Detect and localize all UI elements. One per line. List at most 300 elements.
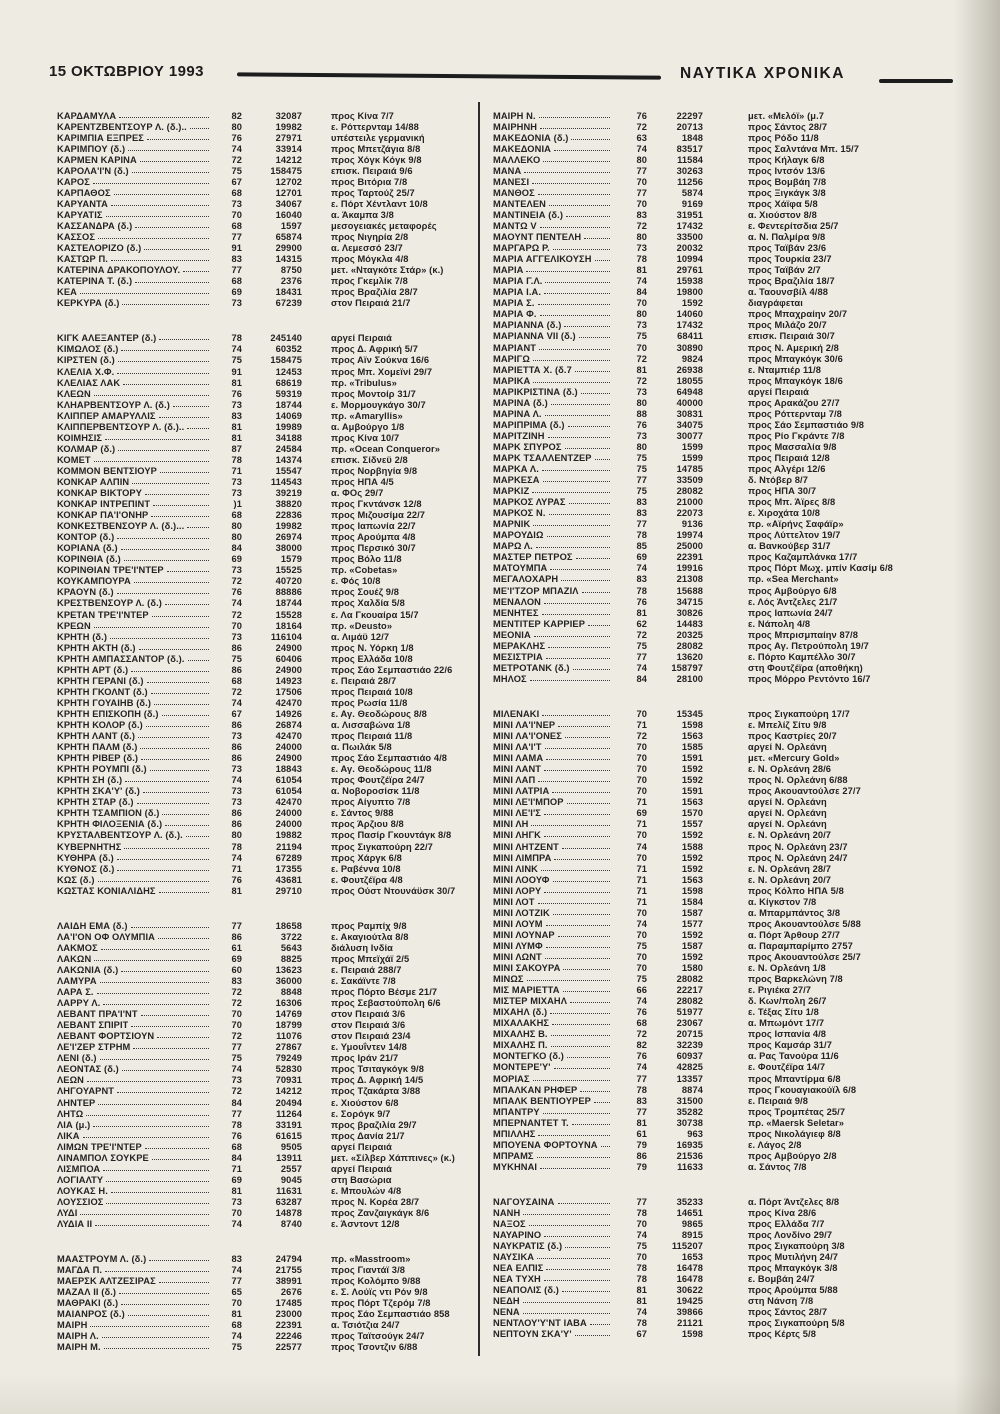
status-note: ε. Μορμουγκάγο 30/7 bbox=[331, 399, 426, 410]
ship-name: ΚΡΗΤΗ (δ.) bbox=[57, 631, 108, 642]
year-value: 76 bbox=[636, 1007, 647, 1018]
registry-row bbox=[493, 1230, 955, 1241]
registry-row bbox=[493, 673, 955, 684]
leader-dots bbox=[549, 514, 610, 515]
registry-row bbox=[57, 664, 472, 675]
tonnage-value: 34188 bbox=[275, 432, 302, 443]
year-value: 80 bbox=[636, 309, 647, 320]
leader-dots bbox=[146, 726, 209, 727]
tonnage-value: 24584 bbox=[275, 443, 302, 454]
registry-row bbox=[57, 377, 472, 388]
status-note: προς Κολόμπο 9/88 bbox=[331, 1276, 421, 1287]
ship-name: ΚΡΗΤΗ ΤΣΑΜΠΙΟΝ (δ.) bbox=[57, 808, 160, 819]
tonnage-value: 22217 bbox=[676, 985, 703, 996]
registry-row bbox=[493, 852, 955, 863]
ship-name: ΚΑΡΔΑΜΥΛΑ bbox=[57, 110, 117, 121]
registry-row bbox=[493, 198, 955, 209]
ship-name: ΛΙΚΑ bbox=[57, 1130, 80, 1141]
status-note: προς Κίνα 7/7 bbox=[331, 110, 394, 121]
registry-row bbox=[493, 1139, 955, 1150]
ship-name: ΛΑΚΩΝ bbox=[57, 953, 92, 964]
registry-row bbox=[57, 1097, 472, 1108]
ship-name: ΝΕΠΤΟΥΝ ΣΚΑ'Υ' bbox=[493, 1329, 572, 1340]
registry-row bbox=[57, 863, 472, 874]
status-note: α. ΦΟς 29/7 bbox=[331, 488, 384, 499]
year-value: 81 bbox=[231, 1309, 242, 1320]
ship-name: ΜΑΡΚ ΣΠΥΡΟΣ bbox=[493, 441, 562, 452]
leader-dots bbox=[98, 881, 209, 882]
leader-dots bbox=[125, 781, 209, 782]
ship-name: ΜΥΚΗΝΑΙ bbox=[493, 1161, 538, 1172]
year-value: 67 bbox=[231, 708, 242, 719]
status-note: ε. Ακαγιούτλα 8/8 bbox=[331, 931, 409, 942]
ship-name: ΛΕ'Ι'ΖΕΡ ΣΤΡΗΜ bbox=[57, 1042, 131, 1053]
status-note: προς Τζακάρτα 3/88 bbox=[331, 1086, 421, 1097]
leader-dots bbox=[162, 814, 209, 815]
year-value: 86 bbox=[231, 742, 242, 753]
ship-name: ΜΕ'Ι'ΤΖΟΡ ΜΠΑΖΙΛ bbox=[493, 585, 579, 596]
year-value: 86 bbox=[231, 753, 242, 764]
year-value: 87 bbox=[231, 443, 242, 454]
ship-name: ΚΛΙΠΠΕΡΒΕΝΤΣΟΥΡ Λ. (δ.).. bbox=[57, 421, 185, 432]
year-value: 66 bbox=[636, 985, 647, 996]
registry-row bbox=[493, 452, 955, 463]
registry-row bbox=[493, 209, 955, 220]
status-note: πρ. «Masstroom» bbox=[331, 1254, 411, 1265]
tonnage-value: 60406 bbox=[275, 653, 302, 664]
year-value: 70 bbox=[636, 708, 647, 719]
tonnage-value: 30263 bbox=[676, 165, 703, 176]
ship-name: ΛΙΜΩΝ ΤΡΕ'Ι'ΝΤΕΡ bbox=[57, 1141, 142, 1152]
registry-row bbox=[57, 874, 472, 885]
leader-dots bbox=[544, 814, 610, 815]
status-note: αργεί Πειραιά bbox=[331, 333, 392, 344]
tonnage-value: 1592 bbox=[681, 298, 703, 309]
ship-name: ΛΥΔΙ bbox=[57, 1207, 78, 1218]
ship-name: ΜΑΡΙΤΖΙΝΗ bbox=[493, 430, 545, 441]
registry-row bbox=[57, 1009, 472, 1020]
tonnage-value: 1570 bbox=[681, 808, 703, 819]
tonnage-value: 16306 bbox=[275, 998, 302, 1009]
tonnage-value: 17485 bbox=[275, 1298, 302, 1309]
leader-dots bbox=[544, 770, 610, 771]
year-value: 86 bbox=[231, 808, 242, 819]
leader-dots bbox=[573, 669, 610, 670]
leader-dots bbox=[151, 516, 209, 517]
status-note: πρ. «Tribulus» bbox=[331, 377, 397, 388]
year-value: 83 bbox=[636, 497, 647, 508]
leader-dots bbox=[563, 991, 610, 992]
leader-dots bbox=[165, 604, 209, 605]
year-value: 78 bbox=[636, 530, 647, 541]
registry-row bbox=[57, 276, 472, 287]
year-value: 81 bbox=[636, 1117, 647, 1128]
leader-dots bbox=[538, 903, 610, 904]
ship-name: ΜΑΣΤΕΡ ΠΕΤΡΟΣ bbox=[493, 552, 573, 563]
leader-dots bbox=[111, 1192, 209, 1193]
ship-name: ΜΑΙΡΗΝΗ bbox=[493, 121, 538, 132]
year-value: 81 bbox=[231, 421, 242, 432]
status-note: προς Καμσάρ 31/7 bbox=[748, 1040, 832, 1051]
ship-name: ΚΕΡΚΥΡΑ (δ.) bbox=[57, 298, 120, 309]
tonnage-value: 32087 bbox=[275, 110, 302, 121]
year-value: 77 bbox=[231, 1042, 242, 1053]
status-note: α. Λισσαβώνα 1/8 bbox=[331, 720, 411, 730]
registry-row bbox=[493, 841, 955, 852]
year-value: 82 bbox=[636, 1040, 647, 1051]
ship-name: ΚΡΗΤΗ ΓΕΡΑΝΙ (δ.) bbox=[57, 675, 144, 686]
year-value: 74 bbox=[636, 996, 647, 1007]
leader-dots bbox=[97, 993, 209, 994]
registry-row bbox=[493, 907, 955, 918]
status-note: προς ΗΠΑ 30/7 bbox=[748, 486, 817, 497]
tonnage-value: 19989 bbox=[275, 421, 302, 432]
leader-dots bbox=[103, 1004, 209, 1005]
status-note: προς Μιζουσίμα 22/7 bbox=[331, 510, 426, 521]
tonnage-value: 22073 bbox=[676, 508, 703, 519]
status-note: ε. Σακάϊντε 7/8 bbox=[331, 975, 396, 986]
leader-dots bbox=[538, 1135, 610, 1136]
masthead-rule-short bbox=[879, 79, 953, 83]
status-note: μετ. «Νταγκότε Στάρ» (κ.) bbox=[331, 265, 444, 276]
ship-name: ΝΕΑΠΟΛΙΣ (δ.) bbox=[493, 1285, 559, 1296]
ship-name: ΛΟΥΣΣΙΟΣ bbox=[57, 1196, 104, 1207]
leader-dots bbox=[527, 980, 610, 981]
ship-name: ΜΑΝΤΩ V bbox=[493, 220, 537, 231]
registry-row bbox=[57, 731, 472, 742]
registry-row bbox=[493, 996, 955, 1007]
ship-name: ΜΑΙΡΗ Μ. bbox=[57, 1342, 101, 1353]
tonnage-value: 245140 bbox=[270, 333, 302, 344]
registry-row bbox=[493, 1062, 955, 1073]
tonnage-value: 15345 bbox=[676, 708, 703, 719]
tonnage-value: 18164 bbox=[275, 620, 302, 631]
registry-row bbox=[493, 1263, 955, 1274]
registry-row bbox=[57, 819, 472, 830]
year-value: 81 bbox=[636, 1296, 647, 1307]
ship-name: ΚΡΗΤΗ ΠΑΛΜ (δ.) bbox=[57, 742, 138, 753]
leader-dots bbox=[553, 249, 610, 250]
registry-row bbox=[493, 629, 955, 640]
leader-dots bbox=[540, 128, 610, 129]
tonnage-value: 43681 bbox=[275, 874, 302, 885]
tonnage-value: 32239 bbox=[676, 1040, 703, 1051]
status-note: προς Δ. Αφρική 14/5 bbox=[331, 1075, 424, 1086]
ship-name: ΚΥΘΝΟΣ (δ.) bbox=[57, 863, 115, 874]
leader-dots bbox=[152, 1159, 209, 1160]
tonnage-value: 1585 bbox=[681, 742, 703, 753]
year-value: 84 bbox=[231, 543, 242, 554]
leader-dots bbox=[141, 759, 209, 760]
status-note: προς Νορβηγία 9/8 bbox=[331, 465, 418, 476]
status-note: πρ. «Cobetas» bbox=[331, 565, 398, 576]
registry-row bbox=[493, 896, 955, 907]
ship-name: ΚΑΤΕΡΙΝΑ ΔΡΑΚΟΠΟΥΛΟΥ. bbox=[57, 265, 181, 276]
status-note: ε. Μπελίζ Σίτυ 9/8 bbox=[748, 720, 827, 730]
leader-dots bbox=[563, 969, 610, 970]
registry-row bbox=[57, 1064, 472, 1075]
tonnage-value: 1588 bbox=[681, 841, 703, 852]
year-value: 74 bbox=[231, 344, 242, 355]
leader-dots bbox=[104, 1348, 209, 1349]
registry-row bbox=[493, 985, 955, 996]
status-note: προς Πόρτ Τζερόμ 7/8 bbox=[331, 1298, 431, 1309]
year-value: 70 bbox=[636, 198, 647, 209]
registry-row bbox=[57, 1086, 472, 1097]
year-value: 73 bbox=[231, 797, 242, 808]
registry-row bbox=[493, 397, 955, 408]
tonnage-value: 8825 bbox=[280, 953, 302, 964]
ship-name: ΜΠΑΝΤΡΥ bbox=[493, 1106, 540, 1117]
leader-dots bbox=[533, 360, 610, 361]
ship-name: ΚΛΙΠΠΕΡ ΑΜΑΡΥΛΛΙΣ bbox=[57, 410, 156, 421]
registry-row bbox=[493, 940, 955, 951]
year-value: 82 bbox=[231, 110, 242, 121]
year-value: 74 bbox=[231, 598, 242, 609]
leader-dots bbox=[187, 527, 209, 528]
year-value: 75 bbox=[636, 974, 647, 985]
status-note: προς Ν. Ορλεάνη 23/7 bbox=[748, 841, 848, 852]
status-note: προς Άρζιου 8/8 bbox=[331, 819, 404, 830]
status-note: στη Βασώρια bbox=[331, 1174, 392, 1185]
ship-name: ΜΙΝΙ ΛΕ'Ι'Σ bbox=[493, 808, 541, 819]
year-value: 70 bbox=[636, 753, 647, 764]
leader-dots bbox=[532, 492, 610, 493]
tonnage-value: 38000 bbox=[275, 543, 302, 554]
year-value: 72 bbox=[231, 998, 242, 1009]
leader-dots bbox=[83, 1137, 209, 1138]
year-value: 76 bbox=[636, 596, 647, 607]
tonnage-value: 158797 bbox=[671, 662, 703, 673]
registry-row bbox=[493, 764, 955, 775]
tonnage-value: 28082 bbox=[676, 486, 703, 497]
leader-dots bbox=[548, 437, 610, 438]
tonnage-value: 1848 bbox=[681, 132, 703, 143]
status-note: προς Ν. Υόρκη 1/8 bbox=[331, 642, 414, 653]
tonnage-value: 12702 bbox=[275, 176, 302, 187]
tonnage-value: 5643 bbox=[280, 942, 302, 953]
tonnage-value: 17432 bbox=[676, 320, 703, 331]
leader-dots bbox=[117, 593, 209, 594]
registry-row bbox=[57, 1119, 472, 1130]
ship-name: ΚΟΜΕΤ bbox=[57, 454, 91, 465]
leader-dots bbox=[601, 1146, 610, 1147]
ship-name: ΚΟΡΙΑΝΑ (δ.) bbox=[57, 543, 118, 554]
leader-dots bbox=[118, 450, 209, 451]
ship-name: ΜΑΑΣΤΡΟΥΜ Λ. (δ.) bbox=[57, 1254, 147, 1265]
status-note: προς Χαλδία 5/8 bbox=[331, 598, 405, 609]
registry-row bbox=[57, 587, 472, 598]
status-note: προς Βόλο 11/8 bbox=[331, 554, 402, 565]
leader-dots bbox=[543, 1113, 610, 1114]
leader-dots bbox=[595, 260, 610, 261]
ship-name: ΚΡΗΤΗ ΦΙΛΟΞΕΝΙΑ (δ.) bbox=[57, 819, 163, 830]
ship-name: ΜΑΡΩ Λ. bbox=[493, 541, 533, 552]
year-value: 70 bbox=[636, 951, 647, 962]
year-value: 68 bbox=[231, 1141, 242, 1152]
year-value: 74 bbox=[636, 1230, 647, 1241]
leader-dots bbox=[159, 339, 209, 340]
leader-dots bbox=[551, 1046, 610, 1047]
status-note: α. Κίγκστον 7/8 bbox=[748, 896, 817, 907]
ship-name: ΛΑΡΡΥ Λ. bbox=[57, 998, 101, 1009]
ship-name: ΜΗΛΟΣ bbox=[493, 673, 527, 684]
registry-row bbox=[57, 1075, 472, 1086]
registry-row bbox=[493, 165, 955, 176]
tonnage-value: 8915 bbox=[681, 1230, 703, 1241]
status-note: υπέστειλε γερμανική bbox=[331, 132, 425, 143]
year-value: 81 bbox=[231, 377, 242, 388]
leader-dots bbox=[121, 549, 209, 550]
tonnage-value: 14926 bbox=[275, 708, 302, 719]
tonnage-value: 22391 bbox=[275, 1320, 302, 1331]
tonnage-value: 16478 bbox=[676, 1274, 703, 1285]
tonnage-value: 30831 bbox=[676, 408, 703, 419]
ship-name: ΜΕΤΡΟΤΑΝΚ (δ.) bbox=[493, 662, 570, 673]
status-note: πρ. «Deusto» bbox=[331, 620, 393, 631]
leader-dots bbox=[159, 892, 209, 893]
year-value: 73 bbox=[636, 320, 647, 331]
tonnage-value: 23067 bbox=[676, 1018, 703, 1029]
tonnage-value: 33914 bbox=[275, 143, 302, 154]
ship-name: ΛΑΙΔΗ ΕΜΑ (δ.) bbox=[57, 920, 128, 931]
year-value: 73 bbox=[231, 298, 242, 309]
leader-dots bbox=[154, 704, 209, 705]
ship-name: ΜΠΙΛΛΗΣ bbox=[493, 1128, 536, 1139]
registry-row bbox=[493, 154, 955, 165]
leader-dots bbox=[533, 382, 610, 383]
ship-name: ΚΡΗΤΗ ΚΟΛΟΡ (δ.) bbox=[57, 720, 143, 730]
year-value: 74 bbox=[231, 1331, 242, 1342]
tonnage-value: 11633 bbox=[677, 1161, 703, 1172]
leader-dots bbox=[147, 682, 209, 683]
status-note: α. Ρας Τανούρα 11/6 bbox=[748, 1051, 839, 1062]
leader-dots bbox=[128, 1315, 209, 1316]
leader-dots bbox=[87, 1081, 209, 1082]
registry-row bbox=[493, 1095, 955, 1106]
ship-name: ΜΙΧΑΛΑΚΗΣ bbox=[493, 1018, 550, 1029]
leader-dots bbox=[80, 293, 209, 294]
registry-row bbox=[493, 1241, 955, 1252]
year-value: 91 bbox=[231, 366, 242, 377]
status-note: προς Ρωσία 11/8 bbox=[331, 697, 408, 708]
registry-row bbox=[493, 563, 955, 574]
status-note: προς Μπαχραίην 20/7 bbox=[748, 309, 848, 320]
ship-name: ΚΟΜΜΟΝ ΒΕΝΤΣΙΟΥΡ bbox=[57, 465, 157, 476]
year-value: 70 bbox=[636, 929, 647, 940]
tonnage-value: 39219 bbox=[275, 488, 302, 499]
leader-dots bbox=[533, 525, 610, 526]
tonnage-value: 9824 bbox=[681, 353, 703, 364]
ship-name: ΜΙΝΙ ΛΑΜΑ bbox=[493, 753, 544, 764]
tonnage-value: 28100 bbox=[676, 673, 703, 684]
status-note: μετ. «Μελόϊ» (μ.7 bbox=[748, 110, 825, 121]
registry-row bbox=[493, 585, 955, 596]
year-value: 77 bbox=[636, 651, 647, 662]
ship-name: ΜΑΝΤΙΝΕΙΑ (δ.) bbox=[493, 209, 564, 220]
status-note: προς Μπ. Άϊρες 8/8 bbox=[748, 497, 836, 508]
tonnage-value: 1591 bbox=[681, 753, 703, 764]
leader-dots bbox=[162, 715, 209, 716]
year-value: 73 bbox=[231, 476, 242, 487]
registry-row bbox=[57, 1174, 472, 1185]
status-note: ε. Λάγος 2/8 bbox=[748, 1139, 802, 1150]
tonnage-value: 18431 bbox=[275, 287, 302, 298]
tonnage-value: 21121 bbox=[677, 1318, 703, 1329]
year-value: 73 bbox=[231, 399, 242, 410]
status-note: δ. Ντόβερ 8/7 bbox=[748, 475, 808, 486]
leader-dots bbox=[547, 536, 610, 537]
tonnage-value: 33191 bbox=[275, 1119, 302, 1130]
year-value: 68 bbox=[231, 1320, 242, 1331]
tonnage-value: 15688 bbox=[676, 585, 703, 596]
leader-dots bbox=[144, 249, 209, 250]
status-note: προς Μυτιλήνη 24/7 bbox=[748, 1252, 839, 1263]
registry-row bbox=[493, 1018, 955, 1029]
tonnage-value: 27971 bbox=[275, 132, 302, 143]
leader-dots bbox=[111, 260, 209, 261]
registry-row bbox=[57, 975, 472, 986]
tonnage-value: 9169 bbox=[681, 198, 703, 209]
status-note: προς Ιαπωνία 24/7 bbox=[748, 607, 833, 618]
status-note: ε. Λός Άντζελες 21/7 bbox=[748, 596, 838, 607]
ship-name: ΜΙΝΙ ΛΟΥΝΑΡ bbox=[493, 929, 555, 940]
tonnage-value: 1653 bbox=[681, 1252, 703, 1263]
status-note: στον Πειραιά 3/6 bbox=[331, 1009, 406, 1020]
registry-row bbox=[493, 874, 955, 885]
status-note: προς Ακουαντούλσε 5/88 bbox=[748, 918, 861, 929]
year-value: 80 bbox=[636, 441, 647, 452]
ship-name: ΛΕΒΑΝΤ ΦΟΡΤΣΙΟΥΝ bbox=[57, 1031, 155, 1042]
ship-name: ΜΙΣΤΕΡ ΜΙΧΑΗΛ bbox=[493, 996, 568, 1007]
year-value: 75 bbox=[636, 486, 647, 497]
registry-row bbox=[57, 198, 472, 209]
status-note: προς Χόγκ Κόγκ 9/8 bbox=[331, 154, 422, 165]
tonnage-value: 8848 bbox=[280, 987, 302, 998]
status-note: πρ. «Ocean Conqueror» bbox=[331, 443, 440, 454]
year-value: 71 bbox=[636, 874, 647, 885]
status-note: στον Πειραιά 3/6 bbox=[331, 1020, 406, 1031]
ship-name: ΜΑΡΙΑ Γ.Λ. bbox=[493, 276, 543, 287]
leader-dots bbox=[188, 660, 209, 661]
tonnage-value: 18658 bbox=[275, 920, 302, 931]
leader-dots bbox=[575, 1335, 610, 1336]
tonnage-value: 22297 bbox=[676, 110, 703, 121]
status-note: α. Πόρτ Άντζελες 8/8 bbox=[748, 1196, 840, 1207]
status-note: προς Ιαπωνία 22/7 bbox=[331, 521, 416, 532]
ship-name: ΚΟΝΚΕΣΤΒΕΝΣΟΥΡ Λ. (δ.)... bbox=[57, 521, 185, 532]
year-value: 62 bbox=[636, 618, 647, 629]
tonnage-value: 60352 bbox=[275, 344, 302, 355]
leader-dots bbox=[94, 395, 209, 396]
year-value: 70 bbox=[636, 907, 647, 918]
tonnage-value: 79249 bbox=[275, 1053, 302, 1064]
ship-name: ΜΙΧΑΛΗΣ Β. bbox=[493, 1029, 548, 1040]
year-value: 73 bbox=[636, 386, 647, 397]
leader-dots bbox=[538, 194, 610, 195]
tonnage-value: 1584 bbox=[681, 896, 703, 907]
status-note: α. Παραμπαρίμπο 2757 bbox=[748, 940, 853, 951]
ship-name: ΚΟΝΚΑΡ ΙΝΤΡΕΠΙΝΤ bbox=[57, 499, 151, 510]
tonnage-value: 1592 bbox=[681, 951, 703, 962]
tonnage-value: 20713 bbox=[676, 121, 703, 132]
ship-name: ΚΑΣΣΟΣ bbox=[57, 232, 95, 243]
status-note: προς Πόρτο Βέσμε 21/7 bbox=[331, 987, 438, 998]
status-note: α. Λιμάϋ 12/7 bbox=[331, 631, 390, 642]
registry-row bbox=[57, 410, 472, 421]
ship-name: ΜΑΡΙΝΑ Λ. bbox=[493, 408, 542, 419]
registry-row bbox=[493, 719, 955, 730]
